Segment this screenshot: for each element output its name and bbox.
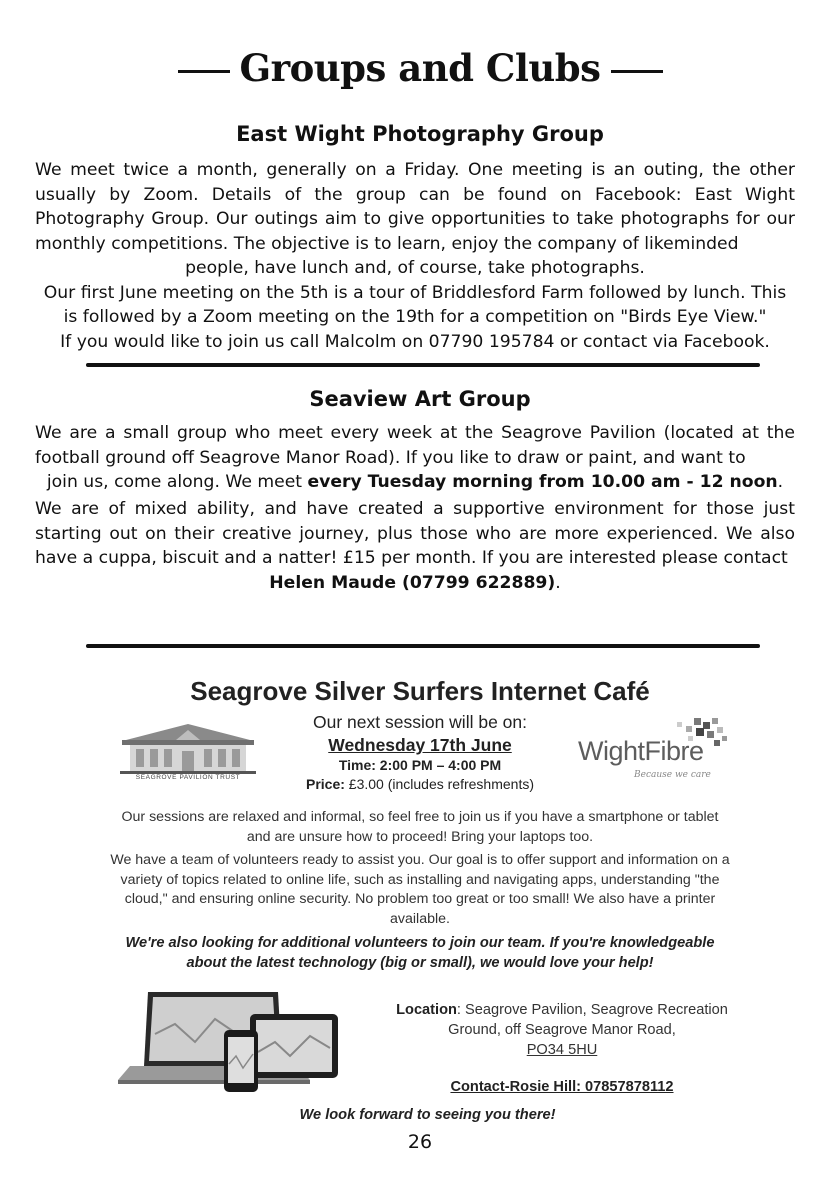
title-dash-right	[611, 70, 663, 73]
devices-image	[100, 984, 375, 1094]
art-group-heading: Seaview Art Group	[309, 387, 531, 411]
photo-group-para1-last: people, have lunch and, of course, take photographs.	[185, 258, 645, 278]
photo-group-para2-line1: Our first June meeting on the 5th is a tour of Briddlesford Farm followed by lunch. This	[43, 282, 787, 303]
photo-group-para1: We meet twice a month, generally on a Friday. One meeting is an outing, the other usually by Zoom. Details of the group can be found on Facebook: East Wight Photography Group. Our outings aim to give opportunities to take photographs for our monthly competitions. The objective is to learn, enjoy the company of likeminded	[35, 160, 795, 254]
location-postcode: PO34 5HU	[526, 1042, 598, 1058]
cafe-para1: Our sessions are relaxed and informal, so feel free to join us if you have a smartphone or tablet and are unsure how to proceed! Bring your laptops too.	[121, 809, 719, 845]
session-price	[270, 776, 570, 792]
title-dash-left	[178, 70, 230, 73]
wightfibre-name: WightFibre	[578, 736, 704, 766]
pavilion-logo-text: SEAGROVE PAVILION TRUST	[135, 774, 241, 781]
photo-group-para2-line3: If you would like to join us call Malcolm on 07790 195784 or contact via Facebook.	[60, 331, 770, 352]
location-label: Location	[396, 1002, 457, 1018]
price-value: £3.00 (includes refreshments)	[344, 776, 534, 792]
cafe-contact: Contact-Rosie Hill: 07857878112	[450, 1079, 674, 1095]
art-group-meeting-time: every Tuesday morning from 10.00 am - 12 noon	[307, 472, 778, 492]
art-group-contact-period: .	[555, 572, 561, 593]
cafe-closing: We look forward to seeing you there!	[299, 1107, 556, 1123]
art-group-para2-text: We are of mixed ability, and have created a supportive environment for those just starting out on their creative journey, plus those who are more experienced. We also have a cuppa, biscuit and a natter! £15 per month. If you are interested please contact	[35, 499, 795, 568]
art-group-contact: Helen Maude (07799 622889)	[269, 572, 556, 593]
cafe-title: Seagrove Silver Surfers Internet Café	[190, 676, 650, 706]
art-group-period: .	[777, 472, 784, 492]
section-divider-2	[86, 644, 760, 648]
art-group-para1-last: join us, come along. We meet	[46, 472, 308, 492]
art-group-para1	[35, 421, 795, 495]
page-number: 26	[407, 1131, 433, 1153]
cafe-para2: We have a team of volunteers ready to assist you. Our goal is to offer support and information on a variety of topics related to online life, such as installing and navigating apps, understanding "the cloud," and ensuring online security. No problem too great or too small! We also have a printer available.	[110, 852, 730, 927]
wightfibre-logo	[576, 714, 736, 784]
pavilion-logo	[118, 718, 258, 784]
session-date: Wednesday 17th June	[328, 735, 512, 755]
art-group-para1-text: We are a small group who meet every week at the Seagrove Pavilion (located at the football ground off Seagrove Manor Road). If you like to draw or paint, and want to	[35, 423, 795, 468]
page-title-text: Groups and Clubs	[239, 46, 601, 90]
location-text: : Seagrove Pavilion, Seagrove Recreation Ground, off Seagrove Manor Road,	[448, 1002, 728, 1038]
next-session-label: Our next session will be on:	[313, 712, 527, 732]
photo-group-text	[35, 158, 795, 354]
art-group-para2	[35, 497, 795, 595]
photo-group-para2-line2: is followed by a Zoom meeting on the 19th for a competition on "Birds Eye View."	[63, 307, 767, 327]
section-divider	[86, 363, 760, 367]
page-title	[0, 46, 840, 90]
volunteers-callout: We're also looking for additional volunteers to join our team. If you're knowledgeable about the latest technology (big or small), we would love your help!	[125, 935, 715, 971]
location-block	[382, 1000, 742, 1040]
wightfibre-tagline: Because we care	[634, 770, 711, 780]
photo-group-heading: East Wight Photography Group	[236, 122, 604, 146]
session-time: Time: 2:00 PM – 4:00 PM	[338, 757, 502, 773]
price-label: Price:	[305, 776, 345, 792]
